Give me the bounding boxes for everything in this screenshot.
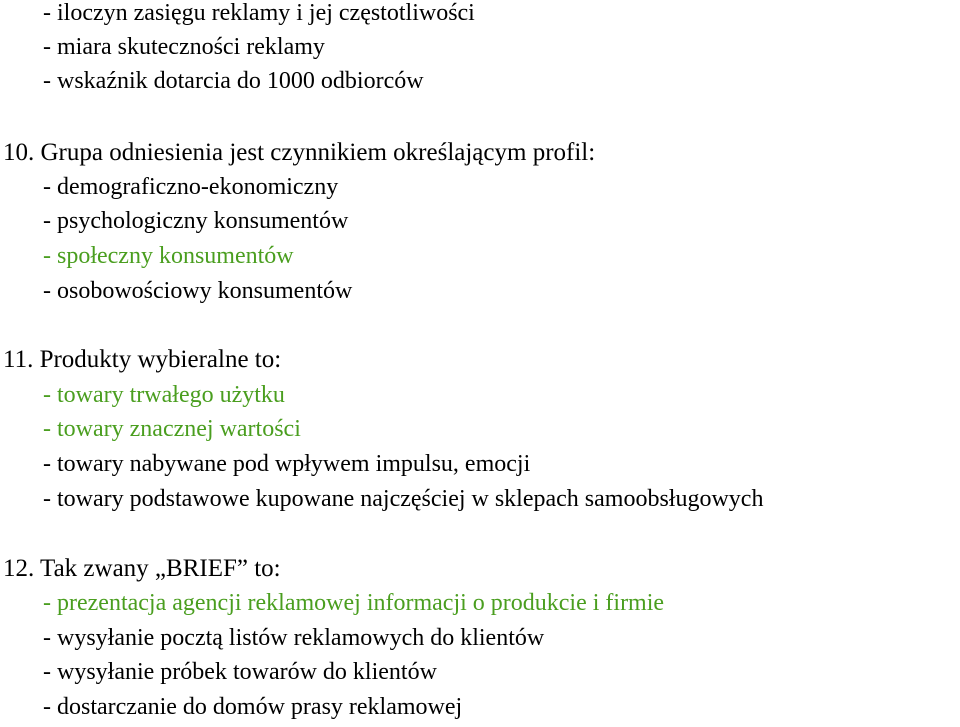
answer-option: - miara skuteczności reklamy bbox=[43, 34, 325, 60]
answer-option-highlighted: - społeczny konsumentów bbox=[43, 243, 294, 269]
answer-option: - towary podstawowe kupowane najczęściej w sklepach samoobsługowych bbox=[43, 486, 764, 512]
answer-option: - psychologiczny konsumentów bbox=[43, 208, 349, 234]
answer-option: - wysyłanie próbek towarów do klientów bbox=[43, 659, 437, 685]
answer-option: - demograficzno-ekonomiczny bbox=[43, 174, 339, 200]
question-12-title: 12. Tak zwany „BRIEF” to: bbox=[3, 555, 281, 582]
answer-option: - dostarczanie do domów prasy reklamowej bbox=[43, 694, 463, 720]
answer-option: - wysyłanie pocztą listów reklamowych do klientów bbox=[43, 625, 545, 651]
answer-option-highlighted: - towary trwałego użytku bbox=[43, 382, 285, 408]
answer-option-highlighted: - prezentacja agencji reklamowej informacji o produkcie i firmie bbox=[43, 590, 665, 616]
question-10-title: 10. Grupa odniesienia jest czynnikiem określającym profil: bbox=[3, 139, 596, 166]
answer-option: - towary nabywane pod wpływem impulsu, emocji bbox=[43, 451, 531, 477]
answer-option-highlighted: - towary znacznej wartości bbox=[43, 416, 301, 442]
question-11-title: 11. Produkty wybieralne to: bbox=[3, 346, 282, 373]
answer-option: - iloczyn zasięgu reklamy i jej częstotliwości bbox=[43, 0, 475, 26]
answer-option: - osobowościowy konsumentów bbox=[43, 278, 353, 304]
answer-option: - wskaźnik dotarcia do 1000 odbiorców bbox=[43, 68, 424, 94]
